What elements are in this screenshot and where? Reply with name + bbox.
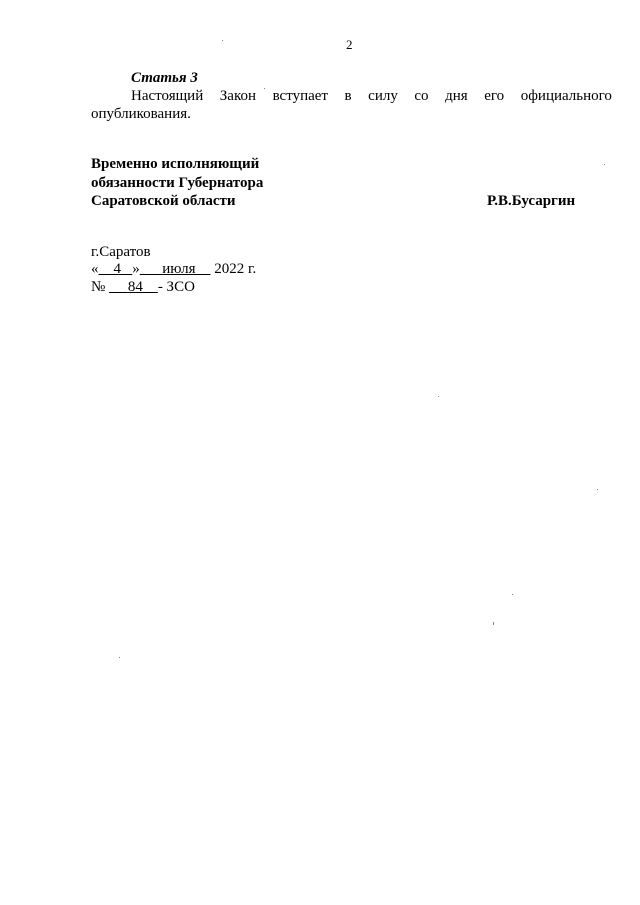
- body-word: Закон: [219, 88, 257, 104]
- body-word: дня: [445, 88, 468, 104]
- city-line: г.Саратов: [91, 244, 151, 260]
- scan-speck: [119, 657, 120, 658]
- body-word: Настоящий: [131, 88, 204, 104]
- signer-name: Р.В.Бусаргин: [487, 193, 576, 209]
- body-word: со: [414, 88, 429, 104]
- date-year: 2022 г.: [214, 261, 257, 277]
- date-day: 4: [113, 261, 121, 277]
- number-sign: №: [91, 279, 106, 295]
- signer-position-line-1: Временно исполняющий: [91, 156, 260, 172]
- open-quote: «: [91, 261, 99, 277]
- article-body-line-1: [131, 87, 612, 105]
- body-word: в: [344, 88, 352, 104]
- body-word: вступает: [272, 88, 328, 104]
- body-word: силу: [368, 88, 398, 104]
- article-title: Статья 3: [131, 70, 198, 86]
- scan-speck: [512, 594, 513, 595]
- number-suffix: - ЗСО: [157, 279, 195, 295]
- scan-speck: [493, 622, 494, 625]
- signer-position-line-3: Саратовской области: [91, 193, 236, 209]
- body-word: официального: [520, 88, 612, 104]
- date-line: [91, 260, 256, 278]
- close-quote: »: [132, 261, 140, 277]
- document-number-line: [91, 278, 195, 296]
- scan-speck: [597, 489, 598, 490]
- signer-position-line-2: обязанности Губернатора: [91, 175, 264, 191]
- scan-speck: [222, 40, 223, 41]
- page-number: 2: [346, 37, 353, 52]
- body-word: его: [484, 88, 505, 104]
- scan-speck: [604, 164, 605, 165]
- document-number: 84: [127, 279, 143, 295]
- scan-speck: [438, 396, 439, 397]
- scan-speck: [264, 88, 265, 89]
- date-month: июля: [162, 261, 196, 277]
- article-body-line-2: опубликования.: [91, 106, 191, 122]
